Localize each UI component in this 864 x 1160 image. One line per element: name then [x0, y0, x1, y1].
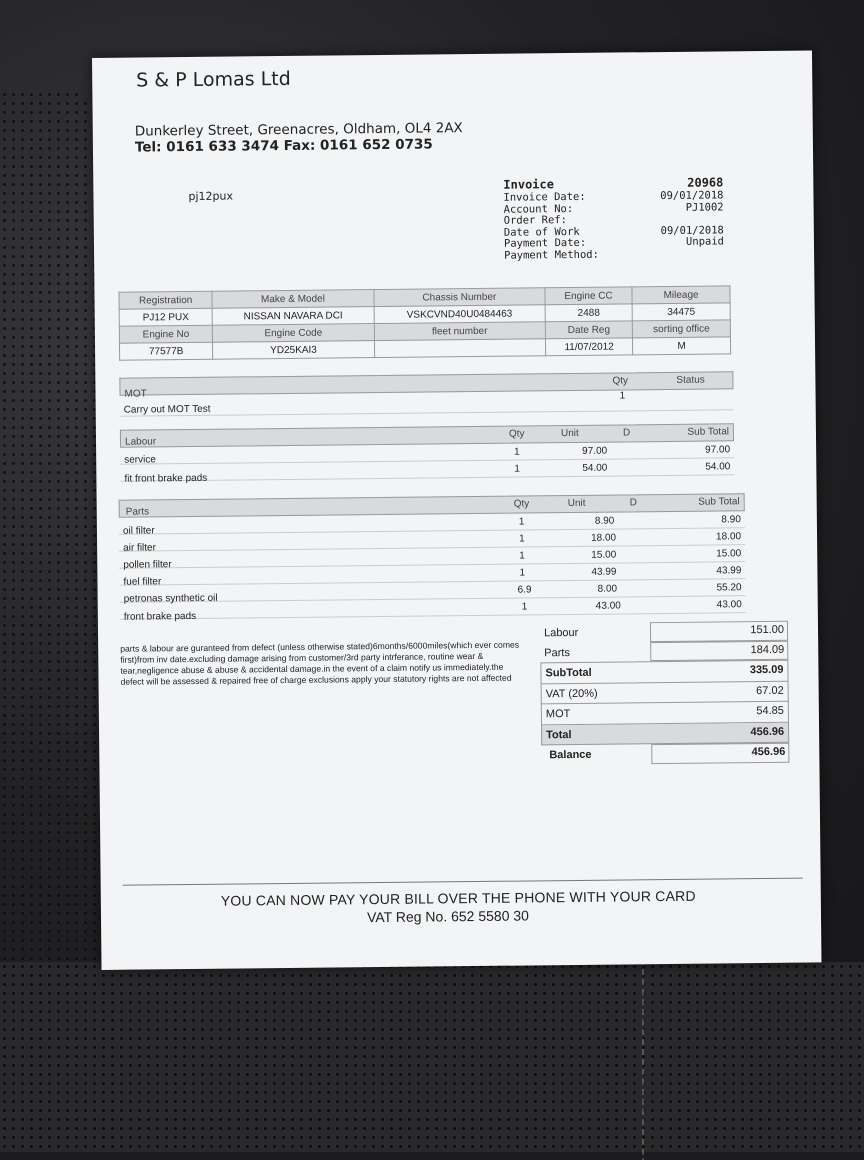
labour-qty-label: Qty [509, 428, 525, 439]
total-row-total [541, 722, 789, 745]
invoice-label: Date of Work [504, 226, 580, 238]
mot-qty-label: Qty [612, 375, 628, 386]
total-label: Total [546, 729, 572, 741]
parts-unit: 15.00 [591, 550, 616, 561]
invoice-label: Payment Method: [504, 249, 599, 261]
vehicle-header: Mileage [632, 286, 730, 304]
company-phone: Tel: 0161 633 3474 Fax: 0161 652 0735 [135, 136, 433, 155]
labour-unit-label: Unit [561, 428, 579, 439]
parts-sub: 15.00 [716, 548, 741, 559]
invoice-number: 20968 [687, 177, 723, 190]
vehicle-header: Chassis Number [374, 288, 545, 307]
invoice-details [503, 177, 724, 261]
total-label: Parts [544, 647, 570, 659]
total-row-mot [541, 702, 789, 725]
parts-header: Parts [126, 506, 149, 517]
invoice-label: Account No: [504, 203, 574, 215]
vehicle-value: YD25KAI3 [213, 341, 375, 360]
parts-sub: 18.00 [716, 531, 741, 542]
vehicle-value [374, 339, 545, 358]
footer-pay-notice: YOU CAN NOW PAY YOUR BILL OVER THE PHONE WITH YOUR CARD [221, 888, 696, 909]
vehicle-table [118, 285, 731, 360]
parts-desc: oil filter [123, 525, 155, 536]
total-row-vat [541, 681, 789, 704]
mot-section [119, 371, 733, 416]
labour-unit: 54.00 [582, 463, 607, 474]
parts-unit: 8.90 [595, 516, 615, 527]
labour-section [120, 423, 735, 481]
customer-ref: pj12pux [188, 190, 233, 203]
parts-desc: petronas synthetic oil [124, 593, 218, 605]
invoice-label: Payment Date: [504, 238, 586, 250]
parts-unit: 8.00 [598, 584, 618, 595]
vehicle-value: 77577B [119, 342, 212, 360]
vehicle-header: Engine No [119, 325, 212, 343]
invoice-label: Invoice Date: [503, 192, 585, 204]
vehicle-header: Engine CC [545, 287, 632, 305]
labour-qty: 1 [514, 447, 520, 458]
mot-header: MOT [124, 388, 146, 399]
total-row-subtotal [540, 660, 788, 684]
total-value: 184.09 [751, 643, 785, 655]
vehicle-value: PJ12 PUX [119, 308, 212, 326]
footer-vat-reg: VAT Reg No. 652 5580 30 [367, 907, 529, 925]
total-value: 456.96 [752, 746, 786, 758]
labour-qty: 1 [514, 464, 520, 475]
parts-qty: 1 [519, 567, 525, 578]
labour-header: Labour [125, 436, 156, 447]
mot-qty: 1 [620, 390, 626, 401]
labour-unit: 97.00 [582, 446, 607, 457]
parts-sub: 55.20 [716, 582, 741, 593]
mot-status-label: Status [676, 375, 704, 386]
parts-d-label: D [630, 497, 637, 508]
labour-sub: 97.00 [705, 444, 730, 455]
parts-sub: 43.00 [717, 599, 742, 610]
parts-qty-label: Qty [514, 498, 530, 509]
parts-subtotal-label: Sub Total [698, 496, 740, 507]
vehicle-value: 11/07/2012 [545, 338, 632, 356]
invoice-paper [92, 50, 822, 969]
vehicle-header: sorting office [632, 320, 730, 338]
parts-qty: 1 [519, 550, 525, 561]
vehicle-value: M [633, 337, 731, 355]
parts-unit: 43.99 [591, 567, 616, 578]
total-value: 54.85 [756, 705, 784, 717]
parts-unit: 18.00 [591, 533, 616, 544]
vehicle-value: 2488 [545, 304, 632, 322]
parts-desc: front brake pads [124, 611, 196, 623]
parts-unit-label: Unit [568, 498, 586, 509]
labour-desc: fit front brake pads [124, 473, 207, 485]
totals-box [540, 621, 789, 765]
vehicle-value: VSKCVND40U0484463 [374, 305, 545, 324]
total-row-parts [540, 640, 788, 662]
parts-sub: 8.90 [721, 514, 741, 525]
parts-desc: air filter [123, 542, 156, 553]
invoice-value: PJ1002 [686, 202, 724, 214]
company-name: S & P Lomas Ltd [136, 68, 291, 92]
invoice-value: Unpaid [686, 236, 724, 248]
total-value: 456.96 [750, 725, 784, 737]
labour-desc: service [124, 454, 156, 465]
vehicle-header: Make & Model [212, 290, 374, 309]
vehicle-value: NISSAN NAVARA DCI [212, 307, 374, 326]
invoice-value: 09/01/2018 [661, 225, 724, 237]
total-row-balance [541, 743, 789, 765]
vehicle-header: Engine Code [212, 324, 374, 343]
total-label: SubTotal [545, 667, 591, 679]
total-value: 335.09 [750, 664, 784, 676]
parts-unit: 43.00 [596, 600, 621, 611]
company-address: Dunkerley Street, Greenacres, Oldham, OL4 2AX [135, 120, 463, 139]
parts-sub: 43.99 [716, 565, 741, 576]
labour-subtotal-label: Sub Total [687, 426, 729, 437]
total-label: Labour [544, 627, 578, 639]
parts-qty: 6.9 [518, 584, 532, 595]
footer-divider [123, 878, 803, 886]
parts-section [119, 493, 746, 620]
vehicle-header: fleet number [374, 322, 545, 341]
parts-qty: 1 [519, 516, 525, 527]
warranty-terms: parts & labour are guranteed from defect (unless otherwise stated)6months/6000miles(which ever comes first)from inv date.excluding damage arising from customer/3rd party intrferance, routine wear & tear,negligence abuse & abuse & accidental damage.in the event of a claim notify us immediately.the defect will be assessed & repaired free of charge exclusions apply your statutory rights are not affected [120, 640, 520, 688]
total-value: 67.02 [756, 684, 784, 696]
vehicle-value: 34475 [632, 303, 730, 321]
invoice-title: Invoice [503, 179, 554, 193]
total-label: VAT (20%) [546, 687, 598, 700]
vehicle-header: Date Reg [545, 321, 632, 339]
labour-d-label: D [623, 427, 630, 438]
parts-desc: pollen filter [123, 559, 171, 571]
mot-item: Carry out MOT Test [124, 404, 211, 416]
invoice-label: Order Ref: [504, 215, 567, 227]
total-label: Balance [549, 749, 591, 761]
parts-qty: 1 [519, 533, 525, 544]
invoice-value: 09/01/2018 [660, 190, 723, 202]
total-label: MOT [546, 708, 571, 720]
labour-sub: 54.00 [705, 461, 730, 472]
parts-desc: fuel filter [123, 576, 161, 587]
parts-qty: 1 [522, 601, 528, 612]
total-row-labour [540, 621, 788, 643]
total-value: 151.00 [750, 624, 784, 636]
vehicle-header: Registration [119, 291, 212, 309]
